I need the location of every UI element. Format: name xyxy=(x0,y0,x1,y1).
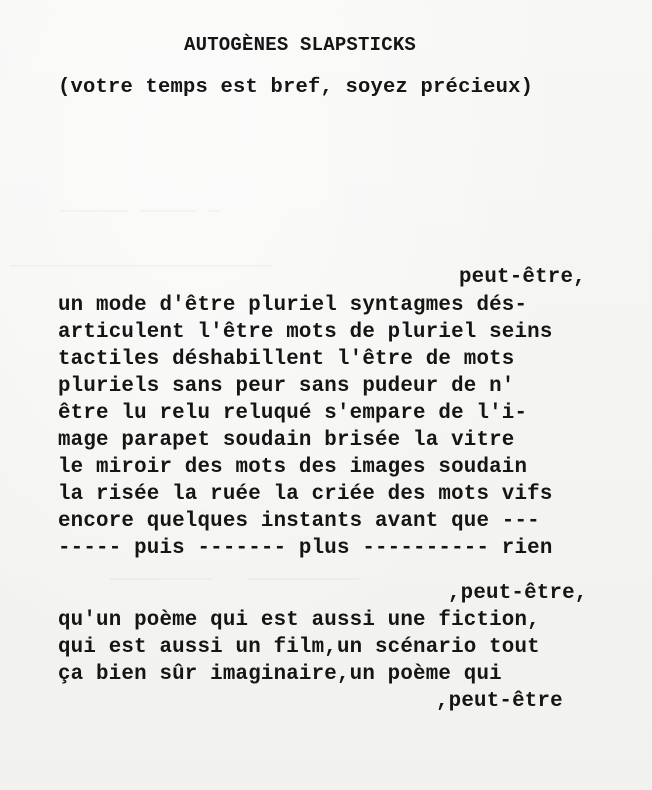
poem-line: tactiles déshabillent l'être de mots xyxy=(58,348,515,371)
poem-line: le miroir des mots des images soudain xyxy=(58,456,528,479)
poem-line: qu'un poème qui est aussi une fiction, xyxy=(58,609,540,632)
show-through-texture xyxy=(110,568,361,590)
poem-line: être lu relu reluqué s'empare de l'i- xyxy=(58,402,528,425)
poem-line: ,peut-être xyxy=(436,690,563,713)
page-subtitle: (votre temps est bref, soyez précieux) xyxy=(58,76,534,99)
poem-line: peut-être, xyxy=(459,266,586,289)
poem-line: qui est aussi un film,un scénario tout xyxy=(58,636,540,659)
poem-line: pluriels sans peur sans pudeur de n' xyxy=(58,375,515,398)
poem-line: ça bien sûr imaginaire,un poème qui xyxy=(58,663,502,686)
poem-line: articulent l'être mots de pluriel seins xyxy=(58,321,553,344)
poem-line: ----- puis ------- plus ---------- rien xyxy=(58,537,553,560)
poem-line: encore quelques instants avant que --- xyxy=(58,510,540,533)
poem-line: mage parapet soudain brisée la vitre xyxy=(58,429,515,452)
poem-line: ,peut-être, xyxy=(448,582,588,605)
show-through-texture xyxy=(60,200,220,222)
show-through-texture xyxy=(10,255,272,277)
poem-line: la risée la ruée la criée des mots vifs xyxy=(58,483,553,506)
poem-line: un mode d'être pluriel syntagmes dés- xyxy=(58,294,528,317)
page-title: AUTOGÈNES SLAPSTICKS xyxy=(184,34,417,56)
